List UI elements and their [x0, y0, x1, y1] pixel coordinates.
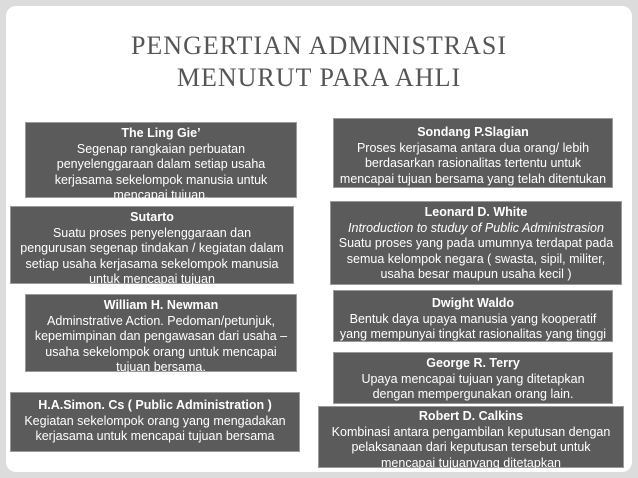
card-text-line: Kombinasi antara pengambilan keputusan dengan	[331, 424, 611, 439]
card-text-line: Segenap rangkaian perbuatan	[76, 141, 246, 156]
card-george-r-terry	[333, 352, 613, 404]
card-name: H.A.Simon. Cs ( Public Administration )	[38, 398, 272, 412]
card-name: Leonard D. White	[424, 205, 528, 219]
card-name: Robert D. Calkins	[418, 409, 524, 423]
card-text-line: Suatu proses yang pada umumnya terdapat pada	[338, 236, 614, 250]
card-text-line: pelaksanaan dari keputusan tersebut untuk	[351, 440, 591, 454]
card-text-line: untuk mencapai tujuan	[89, 272, 215, 286]
card-text-line: kerjasama untuk mencapai tujuan bersama	[35, 429, 275, 443]
card-text-line: Kegiatan sekelompok orang yang mengadakan	[24, 413, 286, 428]
card-h-a-simon	[10, 392, 300, 452]
card-leonard-d-white	[330, 201, 622, 285]
card-text-line: kepemimpinan dan pengawasan dari usaha –	[34, 329, 288, 343]
card-text-line: mencapai tujuan.	[113, 188, 209, 202]
card-name: Sutarto	[130, 210, 174, 224]
title-line-1: PENGERTIAN ADMINISTRASI	[130, 31, 508, 60]
card-text-line: kerjasama sekelompok manusia untuk	[54, 172, 268, 187]
card-text-line: Suatu proses penyelenggaraan dan	[52, 225, 252, 240]
card-dwight-waldo	[333, 290, 613, 342]
card-the-ling-gie	[25, 122, 297, 202]
card-text-line: Bentuk daya upaya manusia yang kooperatif	[349, 311, 597, 326]
card-text-line: tujuan bersama.	[116, 360, 206, 374]
card-text-line: yang mempunyai tingkat rasionalitas yang tinggi	[339, 327, 607, 341]
card-robert-d-calkins	[318, 406, 624, 468]
card-name: William H. Newman	[103, 298, 219, 312]
card-name: Dwight Waldo	[431, 296, 515, 310]
card-text-line: setiap usaha kerjasama sekelompok manusia	[25, 256, 279, 271]
card-text-line: mencapai tujuan bersama yang telah ditentukan	[339, 171, 607, 186]
card-text-line: usaha besar maupun usaha kecil )	[380, 267, 572, 281]
card-text-line: Proses kerjasama antara dua orang/ lebih	[356, 140, 590, 155]
card-name: The Ling Gie’	[121, 126, 201, 140]
card-name: Sondang P.Slagian	[417, 125, 529, 139]
card-text-line: Adminstrative Action. Pedoman/petunjuk,	[47, 313, 275, 328]
card-text-line: berdasarkan rasionalitas tertentu untuk	[364, 156, 582, 170]
title-line-2: MENURUT PARA AHLI	[176, 63, 462, 92]
card-text-line: mencapai tujuanyang ditetapkan	[381, 455, 561, 470]
card-sondang-p-slagian	[333, 118, 613, 188]
card-text-line: penyelenggaraan dalam setiap usaha	[56, 157, 266, 171]
card-text-line: dengan mempergunakan orang lain.	[372, 387, 574, 401]
card-text-line: Upaya mencapai tujuan yang ditetapkan	[361, 371, 585, 386]
card-text-line: usaha sekelompok orang untuk mencapai	[45, 344, 277, 359]
card-sutarto	[10, 206, 294, 284]
card-subtitle: Introduction to studuy of Public Administrasion	[348, 220, 604, 235]
page-title	[0, 30, 638, 94]
card-william-h-newman	[25, 294, 297, 372]
card-text-line: pengurusan segenap tindakan / kegiatan dalam	[20, 241, 284, 255]
card-text-line: semua kelompok negara ( swasta, sipil, militer,	[346, 251, 606, 266]
card-name: George R. Terry	[426, 356, 520, 370]
